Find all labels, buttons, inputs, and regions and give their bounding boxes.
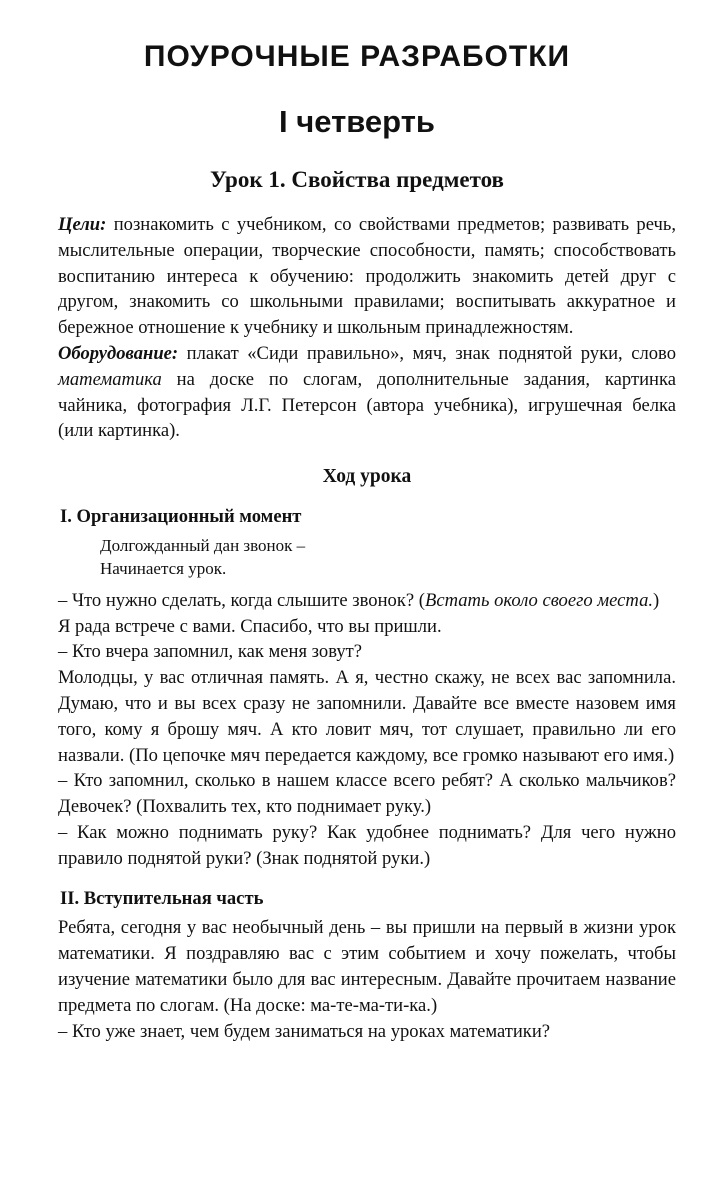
equipment-label: Оборудование: xyxy=(58,342,179,364)
poem-line: Начинается урок. xyxy=(100,558,227,578)
paragraph: Ребята, сегодня у вас необычный день – вы пришли на первый в жизни урок математики. Я поздравляю вас с этим событием и хочу пожелать, чтобы изучение математики было для вас интересным. Давайте прочитаем название предмета по слогам. (На доске: ма-те-ма-ти-ка.) xyxy=(58,917,676,1016)
question-answer: Встать около своего места. xyxy=(424,589,654,611)
equipment-paragraph xyxy=(58,341,676,444)
section1-dialog xyxy=(58,588,676,872)
question-end: ) xyxy=(653,589,660,611)
poem-line: Долгожданный дан звонок – xyxy=(100,535,306,555)
paragraph: – Как можно поднимать руку? Как удобнее поднимать? Для чего нужно правило поднятой руки? (Знак поднятой руки.) xyxy=(58,821,676,869)
equipment-text-before: плакат «Сиди правильно», мяч, знак поднятой руки, слово xyxy=(178,342,676,364)
equipment-text-after: на доске по слогам, дополнительные задания, картинка чайника, фотография Л.Г. Петерсон (автора учебника), игрушечная белка (или картинка). xyxy=(58,368,676,442)
paragraph: Молодцы, у вас отличная память. А я, честно скажу, не всех вас запомнила. Думаю, что и вы всех сразу не запомнили. Давайте все вместе назовем имя того, кому я брошу мяч. А кто ловит мяч, тот слушает, правильно ли его назвали. (По цепочке мяч передается каждому, все громко называют его имя.) xyxy=(58,667,676,766)
lesson-content xyxy=(58,210,676,1044)
paragraph: – Кто уже знает, чем будем заниматься на уроках математики? xyxy=(58,1020,551,1042)
poem xyxy=(100,534,676,580)
paragraph: Я рада встрече с вами. Спасибо, что вы пришли. xyxy=(58,615,442,637)
paragraph: – Кто вчера запомнил, как меня зовут? xyxy=(58,641,363,663)
goals-paragraph xyxy=(58,212,676,341)
lesson-title: Урок 1. Свойства предметов xyxy=(210,167,504,192)
question-text: – Что нужно сделать, когда слышите звонок? ( xyxy=(58,589,425,611)
section1-heading: I. Организационный момент xyxy=(60,505,302,527)
paragraph: – Кто запомнил, сколько в нашем классе всего ребят? А сколько мальчиков? Девочек? (Похвалить тех, кто поднимает руку.) xyxy=(58,770,676,818)
page-title: ПОУРОЧНЫЕ РАЗРАБОТКИ xyxy=(143,40,571,73)
course-heading: Ход урока xyxy=(322,466,412,488)
section2-dialog xyxy=(58,915,676,1044)
section2-heading: II. Вступительная часть xyxy=(60,887,264,909)
goals-text: познакомить с учебником, со свойствами предметов; развивать речь, мыслительные операции, творческие способности, память; способствовать воспитанию интереса к обучению: продолжить знакомить детей друг с другом, знакомить со школьными правилами; воспитывать аккуратное и бережное отношение к учебнику и школьным принадлежностям. xyxy=(58,214,676,339)
question-paragraph xyxy=(58,588,676,614)
equipment-italic-word: математика xyxy=(58,368,162,390)
quarter-title: I четверть xyxy=(279,104,435,139)
goals-label: Цели: xyxy=(58,214,107,235)
